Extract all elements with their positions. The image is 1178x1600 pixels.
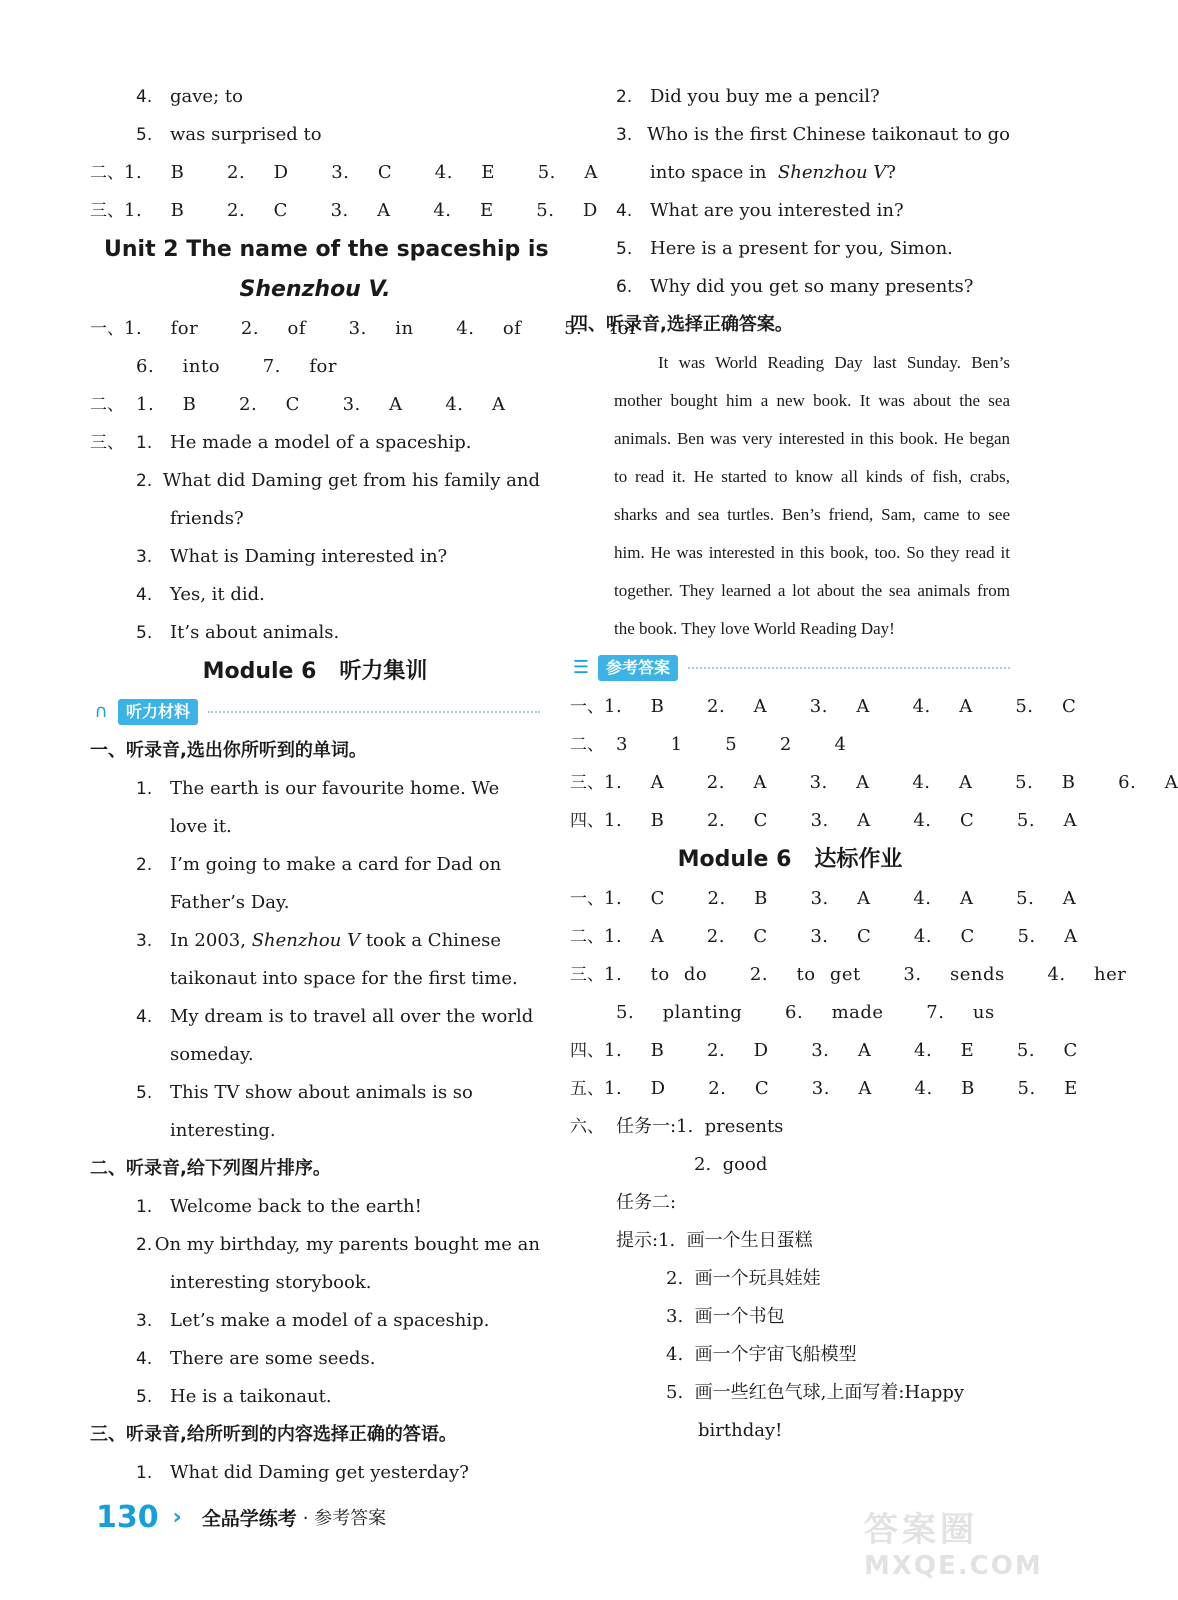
answer-line: 4. My dream is to travel all over the world <box>136 1006 534 1027</box>
reading-passage: It was World Reading Day last Sunday. Ben’s mother bought him a new book. It was about the sea animals. Ben was very interested in this book. He began to read it. He started to know all kinds of fish, crabs, sharks and sea turtles. Ben’s friend, Sam, came to see him. He was interested in this book, too. So they read it together. They learned a lot about the sea animals from the book. They love World Reading Day! <box>614 353 1010 638</box>
answer-line: friends? <box>170 508 244 529</box>
answer-line: birthday! <box>698 1420 783 1441</box>
answer-line: 2. I’m going to make a card for Dad on <box>136 854 502 875</box>
page-number: 130 <box>96 1499 159 1535</box>
answer-line: 二、 3 1 5 2 4 <box>570 734 847 755</box>
unit-heading: Unit 2 The name of the spaceship is <box>104 237 549 262</box>
answer-line: 6. Why did you get so many presents? <box>616 276 974 297</box>
answer-line: 4. There are some seeds. <box>136 1348 376 1369</box>
answer-line: 三、 1. He made a model of a spaceship. <box>90 432 472 453</box>
section-list <box>90 1188 540 1416</box>
answer-line: 四、 1. B 2. D 3. A 4. E 5. C <box>570 1040 1078 1061</box>
answer-line: 3. Let’s make a model of a spaceship. <box>136 1310 490 1331</box>
module-heading: Module 6 听力集训 <box>202 659 428 684</box>
answer-line: 1. Welcome back to the earth! <box>136 1196 422 1217</box>
answer-line: 1. What did Daming get yesterday? <box>136 1462 469 1483</box>
answer-line: 2. On my birthday, my parents bought me an <box>136 1234 540 1255</box>
section-title: 二、听录音,给下列图片排序。 <box>90 1158 331 1179</box>
page-footer <box>96 1492 386 1542</box>
watermark-text: 答案圈 <box>864 1510 978 1550</box>
brand-name: 全品学练考 <box>201 1507 297 1530</box>
answer-line: 5. was surprised to <box>136 124 322 145</box>
answer-line: love it. <box>170 816 232 837</box>
answer-line: 二、 1. B 2. D 3. C 4. E 5. A <box>90 162 598 183</box>
answer-line: 一、 1. C 2. B 3. A 4. A 5. A <box>570 888 1077 909</box>
answer-line: 三、 1. to do 2. to get 3. sends 4. her <box>570 964 1127 985</box>
answer-line: 2. What did Daming get from his family and <box>136 470 540 491</box>
dotted-divider <box>688 667 1010 669</box>
answer-line: 2. 画一个玩具娃娃 <box>666 1268 821 1289</box>
answer-line: 4. What are you interested in? <box>616 200 904 221</box>
answer-line: 4. Yes, it did. <box>136 584 265 605</box>
answer-line: interesting storybook. <box>170 1272 372 1293</box>
section-list <box>90 770 540 1150</box>
section-title: 四、听录音,选择正确答案。 <box>570 314 793 335</box>
answer-line: 5. It’s about animals. <box>136 622 340 643</box>
headphones-icon: ∩ <box>94 701 108 722</box>
answer-line: 五、 1. D 2. C 3. A 4. B 5. E <box>570 1078 1078 1099</box>
footer-subtitle: · 参考答案 <box>302 1508 387 1529</box>
answer-line: 六、 任务一:1. presents <box>570 1116 784 1137</box>
answer-line: Father’s Day. <box>170 892 290 913</box>
answer-line: 提示:1. 画一个生日蛋糕 <box>616 1230 813 1251</box>
section-title: 三、听录音,给所听到的内容选择正确的答语。 <box>90 1424 457 1445</box>
unit-heading-title: Shenzhou V. <box>239 277 391 302</box>
answer-line: 3. In 2003, Shenzhou V took a Chinese <box>136 930 502 951</box>
answer-line: 任务二: <box>616 1192 677 1213</box>
answer-line: 二、 1. B 2. C 3. A 4. A <box>90 394 506 415</box>
answer-line: 2. good <box>694 1154 768 1175</box>
banner-label: 听力材料 <box>118 699 198 725</box>
watermark-logo <box>864 1502 1043 1582</box>
module-heading: Module 6 达标作业 <box>677 847 903 872</box>
answer-line: taikonaut into space for the first time. <box>170 968 518 989</box>
answer-line: 四、 1. B 2. C 3. A 4. C 5. A <box>570 810 1078 831</box>
answer-line: 二、 1. A 2. C 3. C 4. C 5. A <box>570 926 1078 947</box>
answer-line: 1. The earth is our favourite home. We <box>136 778 500 799</box>
answer-line: 三、 1. A 2. A 3. A 4. A 5. B 6. A <box>570 772 1178 793</box>
lines-icon: ☰ <box>572 657 590 678</box>
answer-line: 5. planting 6. made 7. us <box>616 1002 995 1023</box>
answer-line: 3. What is Daming interested in? <box>136 546 448 567</box>
answer-line: 5. He is a taikonaut. <box>136 1386 332 1407</box>
answer-line: 一、 1. for 2. of 3. in 4. of 5. for <box>90 318 639 339</box>
listening-material-banner <box>90 692 540 732</box>
right-column <box>570 78 1178 1450</box>
answer-line: into space in Shenzhou V ? <box>650 162 896 183</box>
chevron-right-icon: › <box>172 1504 182 1530</box>
answers-banner <box>570 648 1010 688</box>
answer-line: someday. <box>170 1044 254 1065</box>
answer-line: 5. This TV show about animals is so <box>136 1082 473 1103</box>
answer-line: 4. 画一个宇宙飞船模型 <box>666 1344 857 1365</box>
answer-line: 5. 画一些红色气球,上面写着:Happy <box>666 1382 965 1403</box>
answer-line: 3. 画一个书包 <box>666 1306 785 1327</box>
answer-line: 4. gave; to <box>136 86 243 107</box>
dotted-divider <box>208 711 540 713</box>
section-title: 一、听录音,选出你所听到的单词。 <box>90 740 367 761</box>
answer-line: 6. into 7. for <box>136 356 337 377</box>
answer-line: 5. Here is a present for you, Simon. <box>616 238 953 259</box>
answer-line: interesting. <box>170 1120 276 1141</box>
banner-label: 参考答案 <box>598 655 678 681</box>
answer-line: 三、 1. B 2. C 3. A 4. E 5. D <box>90 200 598 221</box>
answer-line: 2. Did you buy me a pencil? <box>616 86 880 107</box>
answer-line: 一、 1. B 2. A 3. A 4. A 5. C <box>570 696 1077 717</box>
answer-line: 3. Who is the first Chinese taikonaut to go <box>616 124 1010 145</box>
watermark-url: MXQE.COM <box>864 1551 1043 1581</box>
